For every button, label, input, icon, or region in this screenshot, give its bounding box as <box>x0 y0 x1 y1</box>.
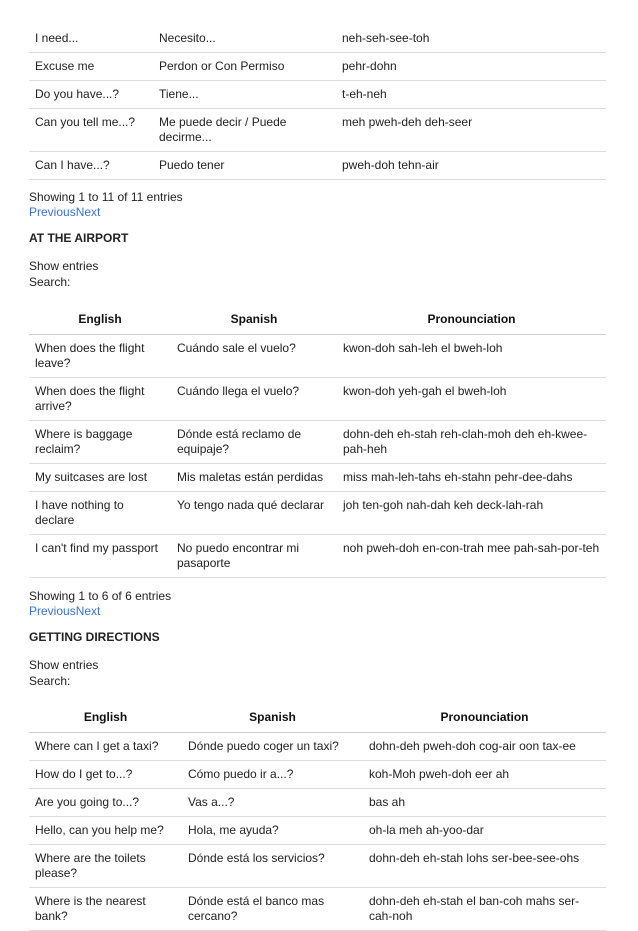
english-cell: Excuse me <box>29 53 153 81</box>
english-cell: I have nothing to declare <box>29 492 171 535</box>
column-header-pronunciation[interactable]: Pronounciation <box>337 303 606 335</box>
spanish-cell: Me puede decir / Puede decirme... <box>153 109 336 152</box>
table-header-row <box>29 701 606 733</box>
show-entries-control[interactable]: Show entries <box>29 259 99 273</box>
spanish-cell: Dónde está reclamo de equipaje? <box>171 421 337 464</box>
pronunciation-cell: kwon-doh yeh-gah el bweh-loh <box>337 378 606 421</box>
spanish-cell: Cuándo sale el vuelo? <box>171 335 337 378</box>
english-cell: Where is baggage reclaim? <box>29 421 171 464</box>
pronunciation-cell: oh-la meh ah-yoo-dar <box>363 817 606 845</box>
pronunciation-cell: koh-Moh pweh-doh eer ah <box>363 761 606 789</box>
search-control[interactable]: Search: <box>29 275 71 289</box>
directions-table-body <box>29 733 606 931</box>
pronunciation-cell: noh pweh-doh en-con-trah mee pah-sah-por-teh <box>337 535 606 578</box>
next-link[interactable]: Next <box>75 604 101 618</box>
table-row <box>29 378 606 421</box>
table-row <box>29 109 606 152</box>
table-header-row <box>29 303 606 335</box>
previous-link[interactable]: Previous <box>29 205 76 219</box>
english-cell: Where are the toilets please? <box>29 845 182 888</box>
next-link[interactable]: Next <box>75 205 101 219</box>
section-title: GETTING DIRECTIONS <box>29 630 160 644</box>
phrases-table <box>29 25 606 180</box>
pronunciation-cell: dohn-deh pweh-doh cog-air oon tax-ee <box>363 733 606 761</box>
english-cell: Where can I get a taxi? <box>29 733 182 761</box>
phrases-table-body <box>29 25 606 180</box>
pronunciation-cell: neh-seh-see-toh <box>336 25 606 53</box>
spanish-cell: Puedo tener <box>153 152 336 180</box>
table-row <box>29 152 606 180</box>
english-cell: How do I get to...? <box>29 761 182 789</box>
table-row <box>29 335 606 378</box>
table-row <box>29 535 606 578</box>
pagination <box>29 205 607 220</box>
table-row <box>29 53 606 81</box>
pronunciation-cell: miss mah-leh-tahs eh-stahn pehr-dee-dahs <box>337 464 606 492</box>
spanish-cell: Cómo puedo ir a...? <box>182 761 363 789</box>
page-content <box>29 25 607 931</box>
pronunciation-cell: dohn-deh eh-stah lohs ser-bee-see-ohs <box>363 845 606 888</box>
english-cell: Can I have...? <box>29 152 153 180</box>
table-row <box>29 81 606 109</box>
pronunciation-cell: meh pweh-deh deh-seer <box>336 109 606 152</box>
table-row <box>29 25 606 53</box>
table-row <box>29 421 606 464</box>
spanish-cell: Hola, me ayuda? <box>182 817 363 845</box>
airport-table-body <box>29 335 606 578</box>
english-cell: I need... <box>29 25 153 53</box>
english-cell: Do you have...? <box>29 81 153 109</box>
spanish-cell: Cuándo llega el vuelo? <box>171 378 337 421</box>
spanish-cell: Perdon or Con Permiso <box>153 53 336 81</box>
spanish-cell: Dónde puedo coger un taxi? <box>182 733 363 761</box>
table-row <box>29 845 606 888</box>
table-row <box>29 789 606 817</box>
table-row <box>29 761 606 789</box>
column-header-spanish[interactable]: Spanish <box>182 701 363 733</box>
english-cell: When does the flight arrive? <box>29 378 171 421</box>
pronunciation-cell: dohn-deh eh-stah el ban-coh mahs ser-cah-noh <box>363 888 606 931</box>
airport-table <box>29 303 606 578</box>
english-cell: Hello, can you help me? <box>29 817 182 845</box>
pronunciation-cell: dohn-deh eh-stah reh-clah-moh deh eh-kwee-pah-heh <box>337 421 606 464</box>
pronunciation-cell: kwon-doh sah-leh el bweh-loh <box>337 335 606 378</box>
table-row <box>29 817 606 845</box>
spanish-cell: Mis maletas están perdidas <box>171 464 337 492</box>
search-control[interactable]: Search: <box>29 674 71 688</box>
directions-table <box>29 701 606 931</box>
pronunciation-cell: pweh-doh tehn-air <box>336 152 606 180</box>
table-info: Showing 1 to 6 of 6 entries <box>29 589 172 603</box>
spanish-cell: Vas a...? <box>182 789 363 817</box>
table-row <box>29 888 606 931</box>
pronunciation-cell: joh ten-goh nah-dah keh deck-lah-rah <box>337 492 606 535</box>
pronunciation-cell: pehr-dohn <box>336 53 606 81</box>
table-info: Showing 1 to 11 of 11 entries <box>29 190 183 204</box>
pronunciation-cell: bas ah <box>363 789 606 817</box>
spanish-cell: Dónde está el banco mas cercano? <box>182 888 363 931</box>
table-row <box>29 492 606 535</box>
spanish-cell: Dónde está los servicios? <box>182 845 363 888</box>
english-cell: When does the flight leave? <box>29 335 171 378</box>
column-header-pronunciation[interactable]: Pronounciation <box>363 701 606 733</box>
pagination <box>29 604 607 619</box>
spanish-cell: No puedo encontrar mi pasaporte <box>171 535 337 578</box>
english-cell: Are you going to...? <box>29 789 182 817</box>
section-title: AT THE AIRPORT <box>29 231 129 245</box>
spanish-cell: Tiene... <box>153 81 336 109</box>
pronunciation-cell: t-eh-neh <box>336 81 606 109</box>
column-header-english[interactable]: English <box>29 701 182 733</box>
column-header-spanish[interactable]: Spanish <box>171 303 337 335</box>
english-cell: Where is the nearest bank? <box>29 888 182 931</box>
show-entries-control[interactable]: Show entries <box>29 658 99 672</box>
spanish-cell: Necesito... <box>153 25 336 53</box>
english-cell: My suitcases are lost <box>29 464 171 492</box>
spanish-cell: Yo tengo nada qué declarar <box>171 492 337 535</box>
english-cell: Can you tell me...? <box>29 109 153 152</box>
previous-link[interactable]: Previous <box>29 604 76 618</box>
table-row <box>29 464 606 492</box>
column-header-english[interactable]: English <box>29 303 171 335</box>
table-row <box>29 733 606 761</box>
english-cell: I can't find my passport <box>29 535 171 578</box>
